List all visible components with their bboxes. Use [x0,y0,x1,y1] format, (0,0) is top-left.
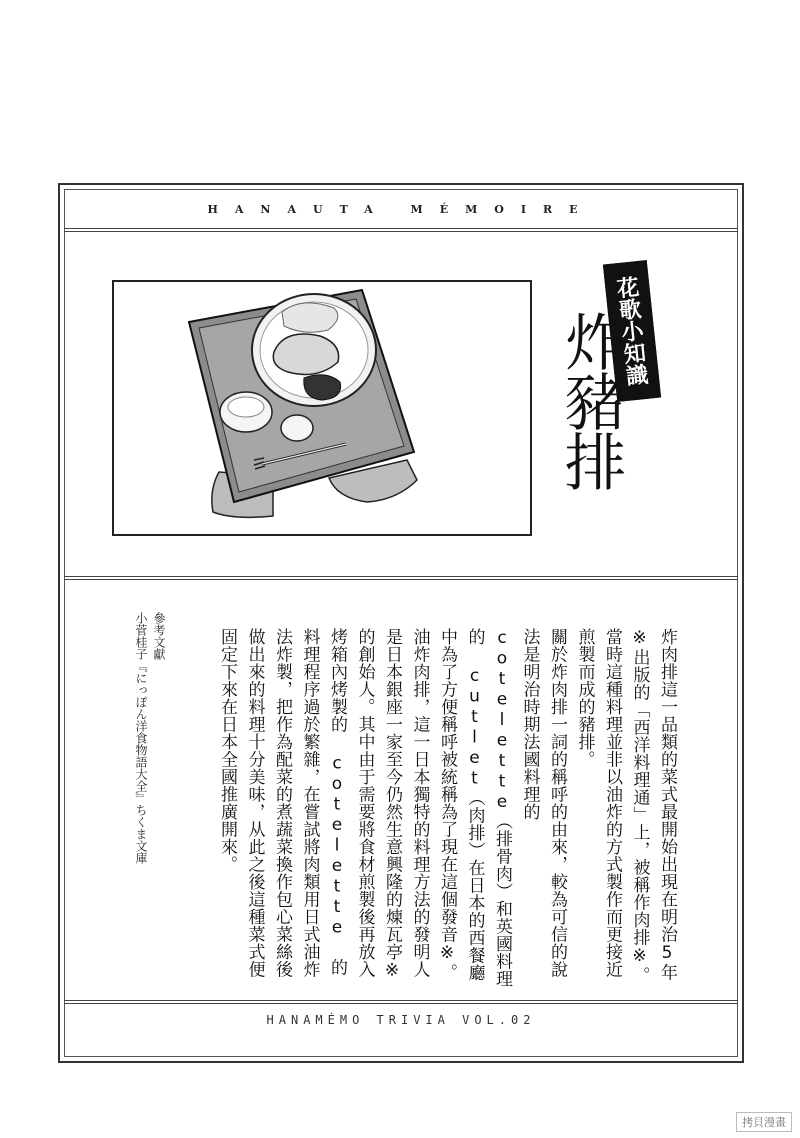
divider [64,579,738,580]
cutlet [273,334,338,374]
header-title: HANAUTA MÉMOIRE [207,203,595,216]
article-body [190,628,680,993]
cabbage [282,303,338,332]
divider [64,576,738,577]
page-title: 炸豬排 [554,310,627,490]
side-dish [281,415,313,441]
divider [64,231,738,232]
article-paragraph: 關於炸肉排一詞的稱呼的由來，較為可信的說法是明治時期法國料理的 cotelette（排骨肉）和英國料理的 cutlet（肉排）在日本的西餐廳中為了方便稱呼被統稱為了現在這個發音※。 [437,628,567,988]
footer-title: HANAMÉMO TRIVIA VOL.02 [266,1013,536,1027]
divider [64,1003,738,1004]
divider [64,1000,738,1001]
reference-citation: 小菅桂子『にっぽん洋食物語大全』ちくま文庫 [134,612,148,864]
article-paragraph: 炸肉排這一品類的菜式最開始出現在明治5年※出版的「西洋料理通」上，被稱作肉排※。當時這種料理並非以油炸的方式製作而更接近煎製而成的豬排。 [574,628,677,984]
references [108,612,168,902]
article-paragraph: 油炸肉排，這一日本獨特的料理方法的發明人是日本銀座一家至今仍然生意興隆的煉瓦亭※的創始人。其中由于需要將食材煎製後再放入烤箱內烤製的 cotelette 的料理程序過於繁雜，在嘗試將肉類用日式油炸法炸製，把作為配菜的煮蔬菜換作包心菜絲後做出來的料理十分美味，从此之後這種菜式便固定下來在日本全國推廣開來。 [217,628,430,981]
divider [64,228,738,229]
tonkatsu-tray-illustration [114,282,530,534]
tonkatsu-illustration-frame [112,280,532,536]
rice [228,397,264,417]
reference-heading: 參考文獻 [152,612,166,660]
watermark: 拷貝漫畫 [736,1112,792,1132]
trivia-badge: 花歌小知識 [603,260,661,402]
